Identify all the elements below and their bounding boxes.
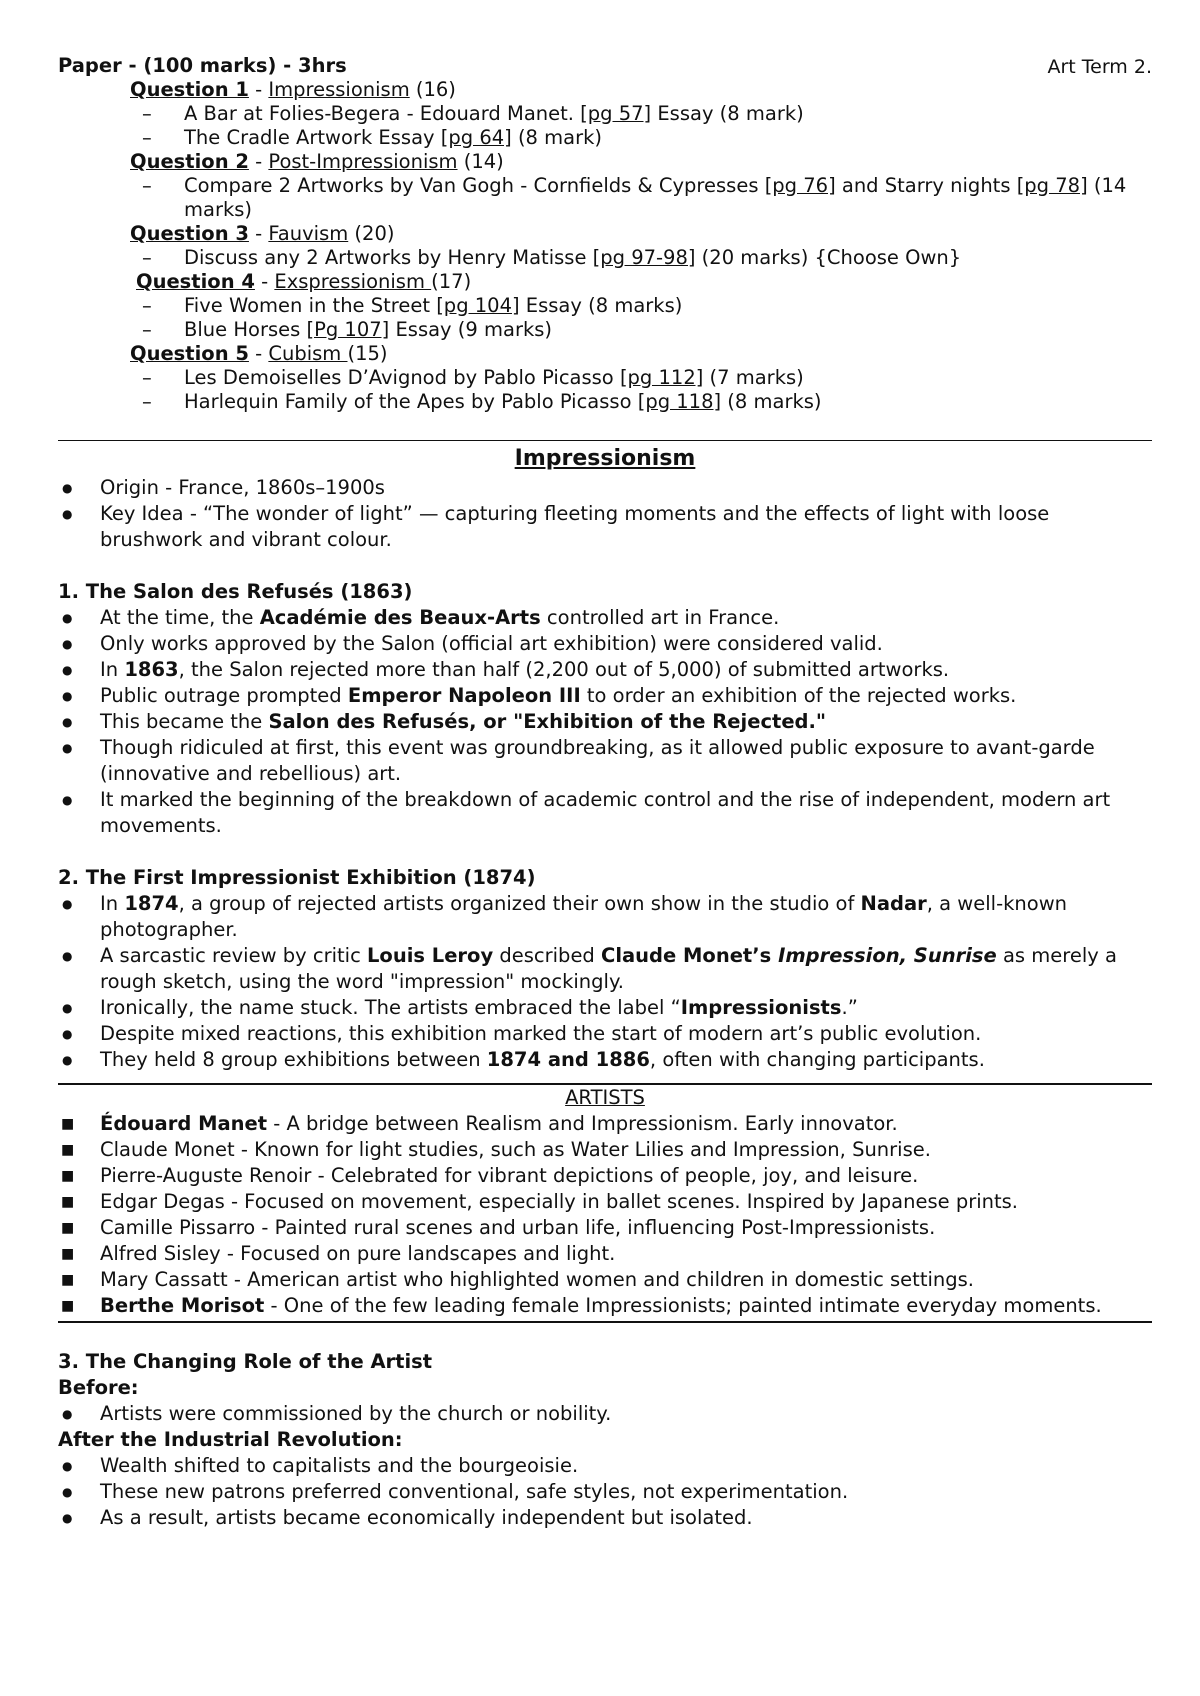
question-item: – Compare 2 Artworks by Van Gogh - Cornfields & Cypresses [pg 76] and Starry nights [pg 78] (14 marks) [142, 174, 1127, 221]
heading-salon: 1. The Salon des Refusés (1863) [58, 580, 413, 603]
list-item: ● Though ridiculed at first, this event was groundbreaking, as it allowed public exposure to avant-garde (innovative and rebellious) art. [62, 736, 1095, 785]
artist-list [58, 1111, 1152, 1319]
heading-first-exhibition: 2. The First Impressionist Exhibition (1874) [58, 866, 536, 889]
label-after: After the Industrial Revolution: [58, 1428, 403, 1451]
question-item: – Harlequin Family of the Apes by Pablo Picasso [pg 118] (8 marks) [142, 390, 822, 413]
divider [58, 440, 1152, 441]
list-item: ● They held 8 group exhibitions between 1874 and 1886, often with changing participants. [62, 1048, 985, 1071]
list-item: ● Origin - France, 1860s–1900s [62, 476, 385, 499]
artist-item: ■ Berthe Morisot - One of the few leading female Impressionists; painted intimate everyday moments. [61, 1294, 1102, 1317]
after-list [58, 1453, 1152, 1531]
list-item: ● Public outrage prompted Emperor Napoleon III to order an exhibition of the rejected works. [62, 684, 1017, 707]
list-item: ● At the time, the Académie des Beaux-Arts controlled art in France. [62, 606, 780, 629]
artist-item: ■ Edgar Degas - Focused on movement, especially in ballet scenes. Inspired by Japanese prints. [61, 1190, 1019, 1213]
list-item: ● Ironically, the name stuck. The artists embraced the label “Impressionists.” [62, 996, 858, 1019]
list-item: ● In 1863, the Salon rejected more than half (2,200 out of 5,000) of submitted artworks. [62, 658, 950, 681]
question-item: – A Bar at Folies-Begera - Edouard Manet. [pg 57] Essay (8 mark) [142, 102, 804, 125]
list-item: ● A sarcastic review by critic Louis Leroy described Claude Monet’s Impression, Sunrise as merely a rough sketch, using the word "impression" mockingly. [62, 944, 1117, 993]
list-item: ● Despite mixed reactions, this exhibition marked the start of modern art’s public evolution. [62, 1022, 982, 1045]
question-item: – Les Demoiselles D’Avignod by Pablo Picasso [pg 112] (7 marks) [142, 366, 804, 389]
question-3: Question 3 - Fauvism (20) [130, 222, 395, 245]
list-item: ● As a result, artists became economically independent but isolated. [62, 1506, 753, 1529]
list-item: ● In 1874, a group of rejected artists organized their own show in the studio of Nadar, a well-known photographer. [62, 892, 1068, 941]
list-item: ● This became the Salon des Refusés, or "Exhibition of the Rejected." [62, 710, 827, 733]
artist-item: ■ Pierre-Auguste Renoir - Celebrated for vibrant depictions of people, joy, and leisure. [61, 1164, 919, 1187]
artist-item: ■ Claude Monet - Known for light studies, such as Water Lilies and Impression, Sunrise. [61, 1138, 931, 1161]
question-2: Question 2 - Post-Impressionism (14) [130, 150, 504, 173]
question-4: Question 4 - Exspressionism (17) [136, 270, 472, 293]
question-item: – Blue Horses [Pg 107] Essay (9 marks) [142, 318, 553, 341]
list-item: ● Only works approved by the Salon (official art exhibition) were considered valid. [62, 632, 883, 655]
list-item: ● Key Idea - “The wonder of light” — capturing fleeting moments and the effects of light with loose brushwork and vibrant colour. [62, 502, 1050, 551]
list-item: ● Wealth shifted to capitalists and the bourgeoisie. [62, 1454, 579, 1477]
before-list [58, 1401, 1152, 1427]
paper-title: Paper - (100 marks) - 3hrs [58, 54, 347, 77]
question-item: – Discuss any 2 Artworks by Henry Matisse [pg 97-98] (20 marks) {Choose Own} [142, 246, 962, 269]
question-5: Question 5 - Cubism (15) [130, 342, 388, 365]
term-label: Art Term 2. [1047, 56, 1152, 78]
artist-item: ■ Mary Cassatt - American artist who highlighted women and children in domestic settings. [61, 1268, 974, 1291]
heading-changing-role: 3. The Changing Role of the Artist [58, 1350, 433, 1373]
list-item: ● These new patrons preferred conventional, safe styles, not experimentation. [62, 1480, 849, 1503]
question-1: Question 1 - Impressionism (16) [130, 78, 456, 101]
label-before: Before: [58, 1376, 139, 1399]
artist-item: ■ Alfred Sisley - Focused on pure landscapes and light. [61, 1242, 616, 1265]
question-item: – The Cradle Artwork Essay [pg 64] (8 mark) [142, 126, 603, 149]
section-title-artists: ARTISTS [565, 1086, 645, 1109]
artist-item: ■ Édouard Manet - A bridge between Realism and Impressionism. Early innovator. [61, 1112, 898, 1135]
section-title-impressionism: Impressionism [514, 446, 696, 471]
list-item: ● Artists were commissioned by the church or nobility. [62, 1402, 612, 1425]
artist-item: ■ Camille Pissarro - Painted rural scenes and urban life, influencing Post-Impressionists. [61, 1216, 936, 1239]
list-item: ● It marked the beginning of the breakdown of academic control and the rise of independent, modern art movements. [62, 788, 1111, 837]
document-page [58, 54, 1152, 1531]
question-item: – Five Women in the Street [pg 104] Essay (8 marks) [142, 294, 683, 317]
